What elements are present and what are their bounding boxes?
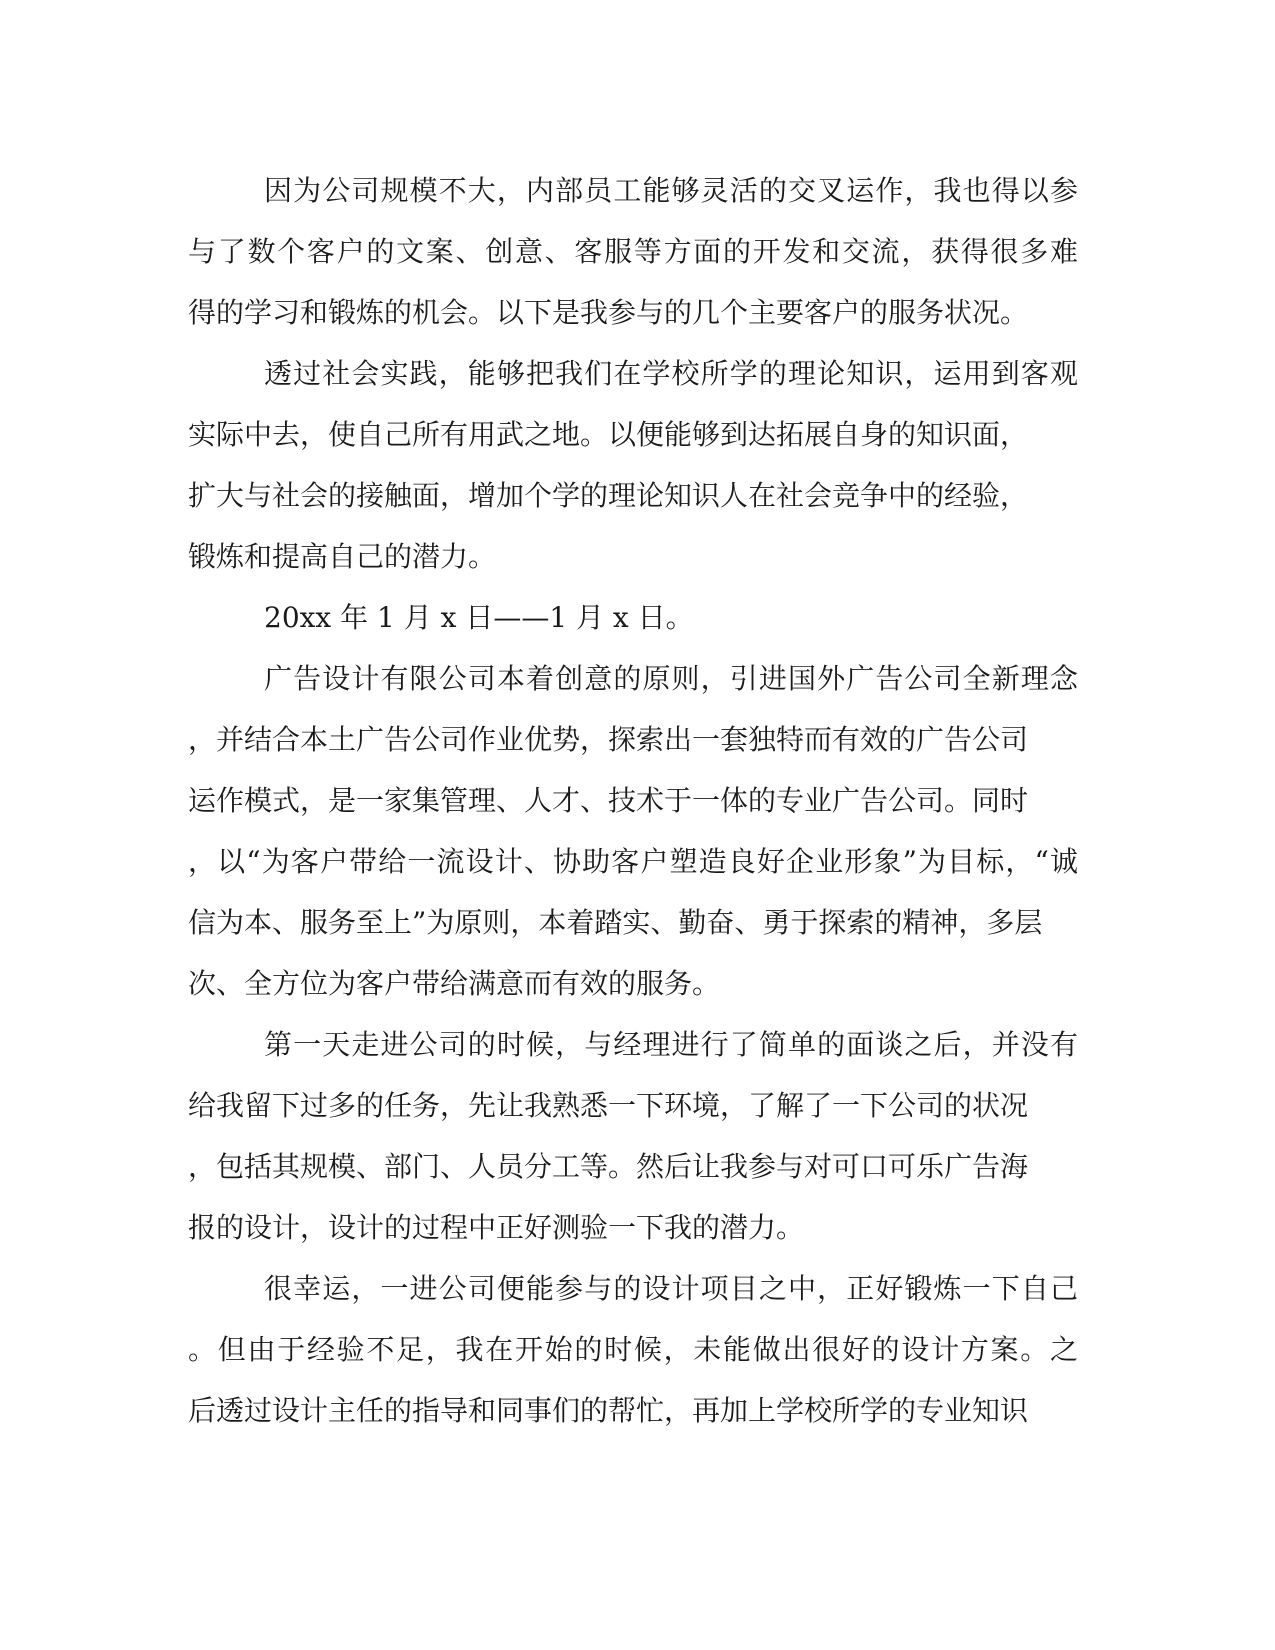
paragraph-line: 报的设计，设计的过程中正好测验一下我的潜力。: [188, 1211, 805, 1244]
paragraph-line: 扩大与社会的接触面，增加个学的理论知识人在社会竞争中的经验，: [188, 479, 1029, 512]
date-range-line: 20xx 年 1 月 x 日——1 月 x 日。: [264, 601, 694, 634]
paragraph-line: 信为本、服务至上”为原则，本着踏实、勤奋、勇于探索的精神，多层: [188, 906, 1043, 939]
paragraph-line: ，以“为客户带给一流设计、协助客户塑造良好企业形象”为目标，“诚: [188, 845, 1078, 878]
paragraph-line: ，并结合本土广告公司作业优势，探索出一套独特而有效的广告公司: [188, 723, 1029, 756]
paragraph-line: 广告设计有限公司本着创意的原则，引进国外广告公司全新理念: [264, 662, 1078, 695]
document-body: [188, 160, 1078, 1441]
paragraph-line: 次、全方位为客户带给满意而有效的服务。: [188, 967, 721, 1000]
paragraph-line: ，包括其规模、部门、人员分工等。然后让我参与对可口可乐广告海: [188, 1150, 1029, 1183]
paragraph-5: [188, 1014, 1078, 1258]
paragraph-line: 透过社会实践，能够把我们在学校所学的理论知识，运用到客观: [264, 357, 1078, 390]
paragraph-4: [188, 648, 1078, 1014]
paragraph-1: [188, 160, 1078, 343]
paragraph-date: [188, 587, 1078, 648]
paragraph-line: 很幸运，一进公司便能参与的设计项目之中，正好锻炼一下自己: [264, 1272, 1078, 1305]
paragraph-6: [188, 1258, 1078, 1441]
paragraph-line: 锻炼和提高自己的潜力。: [188, 540, 497, 573]
paragraph-2: [188, 343, 1078, 587]
paragraph-line: 实际中去，使自己所有用武之地。以便能够到达拓展自身的知识面，: [188, 418, 1029, 451]
paragraph-line: 第一天走进公司的时候，与经理进行了简单的面谈之后，并没有: [264, 1028, 1078, 1061]
paragraph-line: 给我留下过多的任务，先让我熟悉一下环境，了解了一下公司的状况: [188, 1089, 1029, 1122]
paragraph-line: 。但由于经验不足，我在开始的时候，未能做出很好的设计方案。之: [188, 1333, 1078, 1366]
paragraph-line: 运作模式，是一家集管理、人才、技术于一体的专业广告公司。同时: [188, 784, 1029, 817]
paragraph-line: 因为公司规模不大，内部员工能够灵活的交叉运作，我也得以参: [264, 174, 1078, 207]
paragraph-line: 得的学习和锻炼的机会。以下是我参与的几个主要客户的服务状况。: [188, 296, 1029, 329]
paragraph-line: 后透过设计主任的指导和同事们的帮忙，再加上学校所学的专业知识: [188, 1394, 1029, 1427]
paragraph-line: 与了数个客户的文案、创意、客服等方面的开发和交流，获得很多难: [188, 235, 1078, 268]
